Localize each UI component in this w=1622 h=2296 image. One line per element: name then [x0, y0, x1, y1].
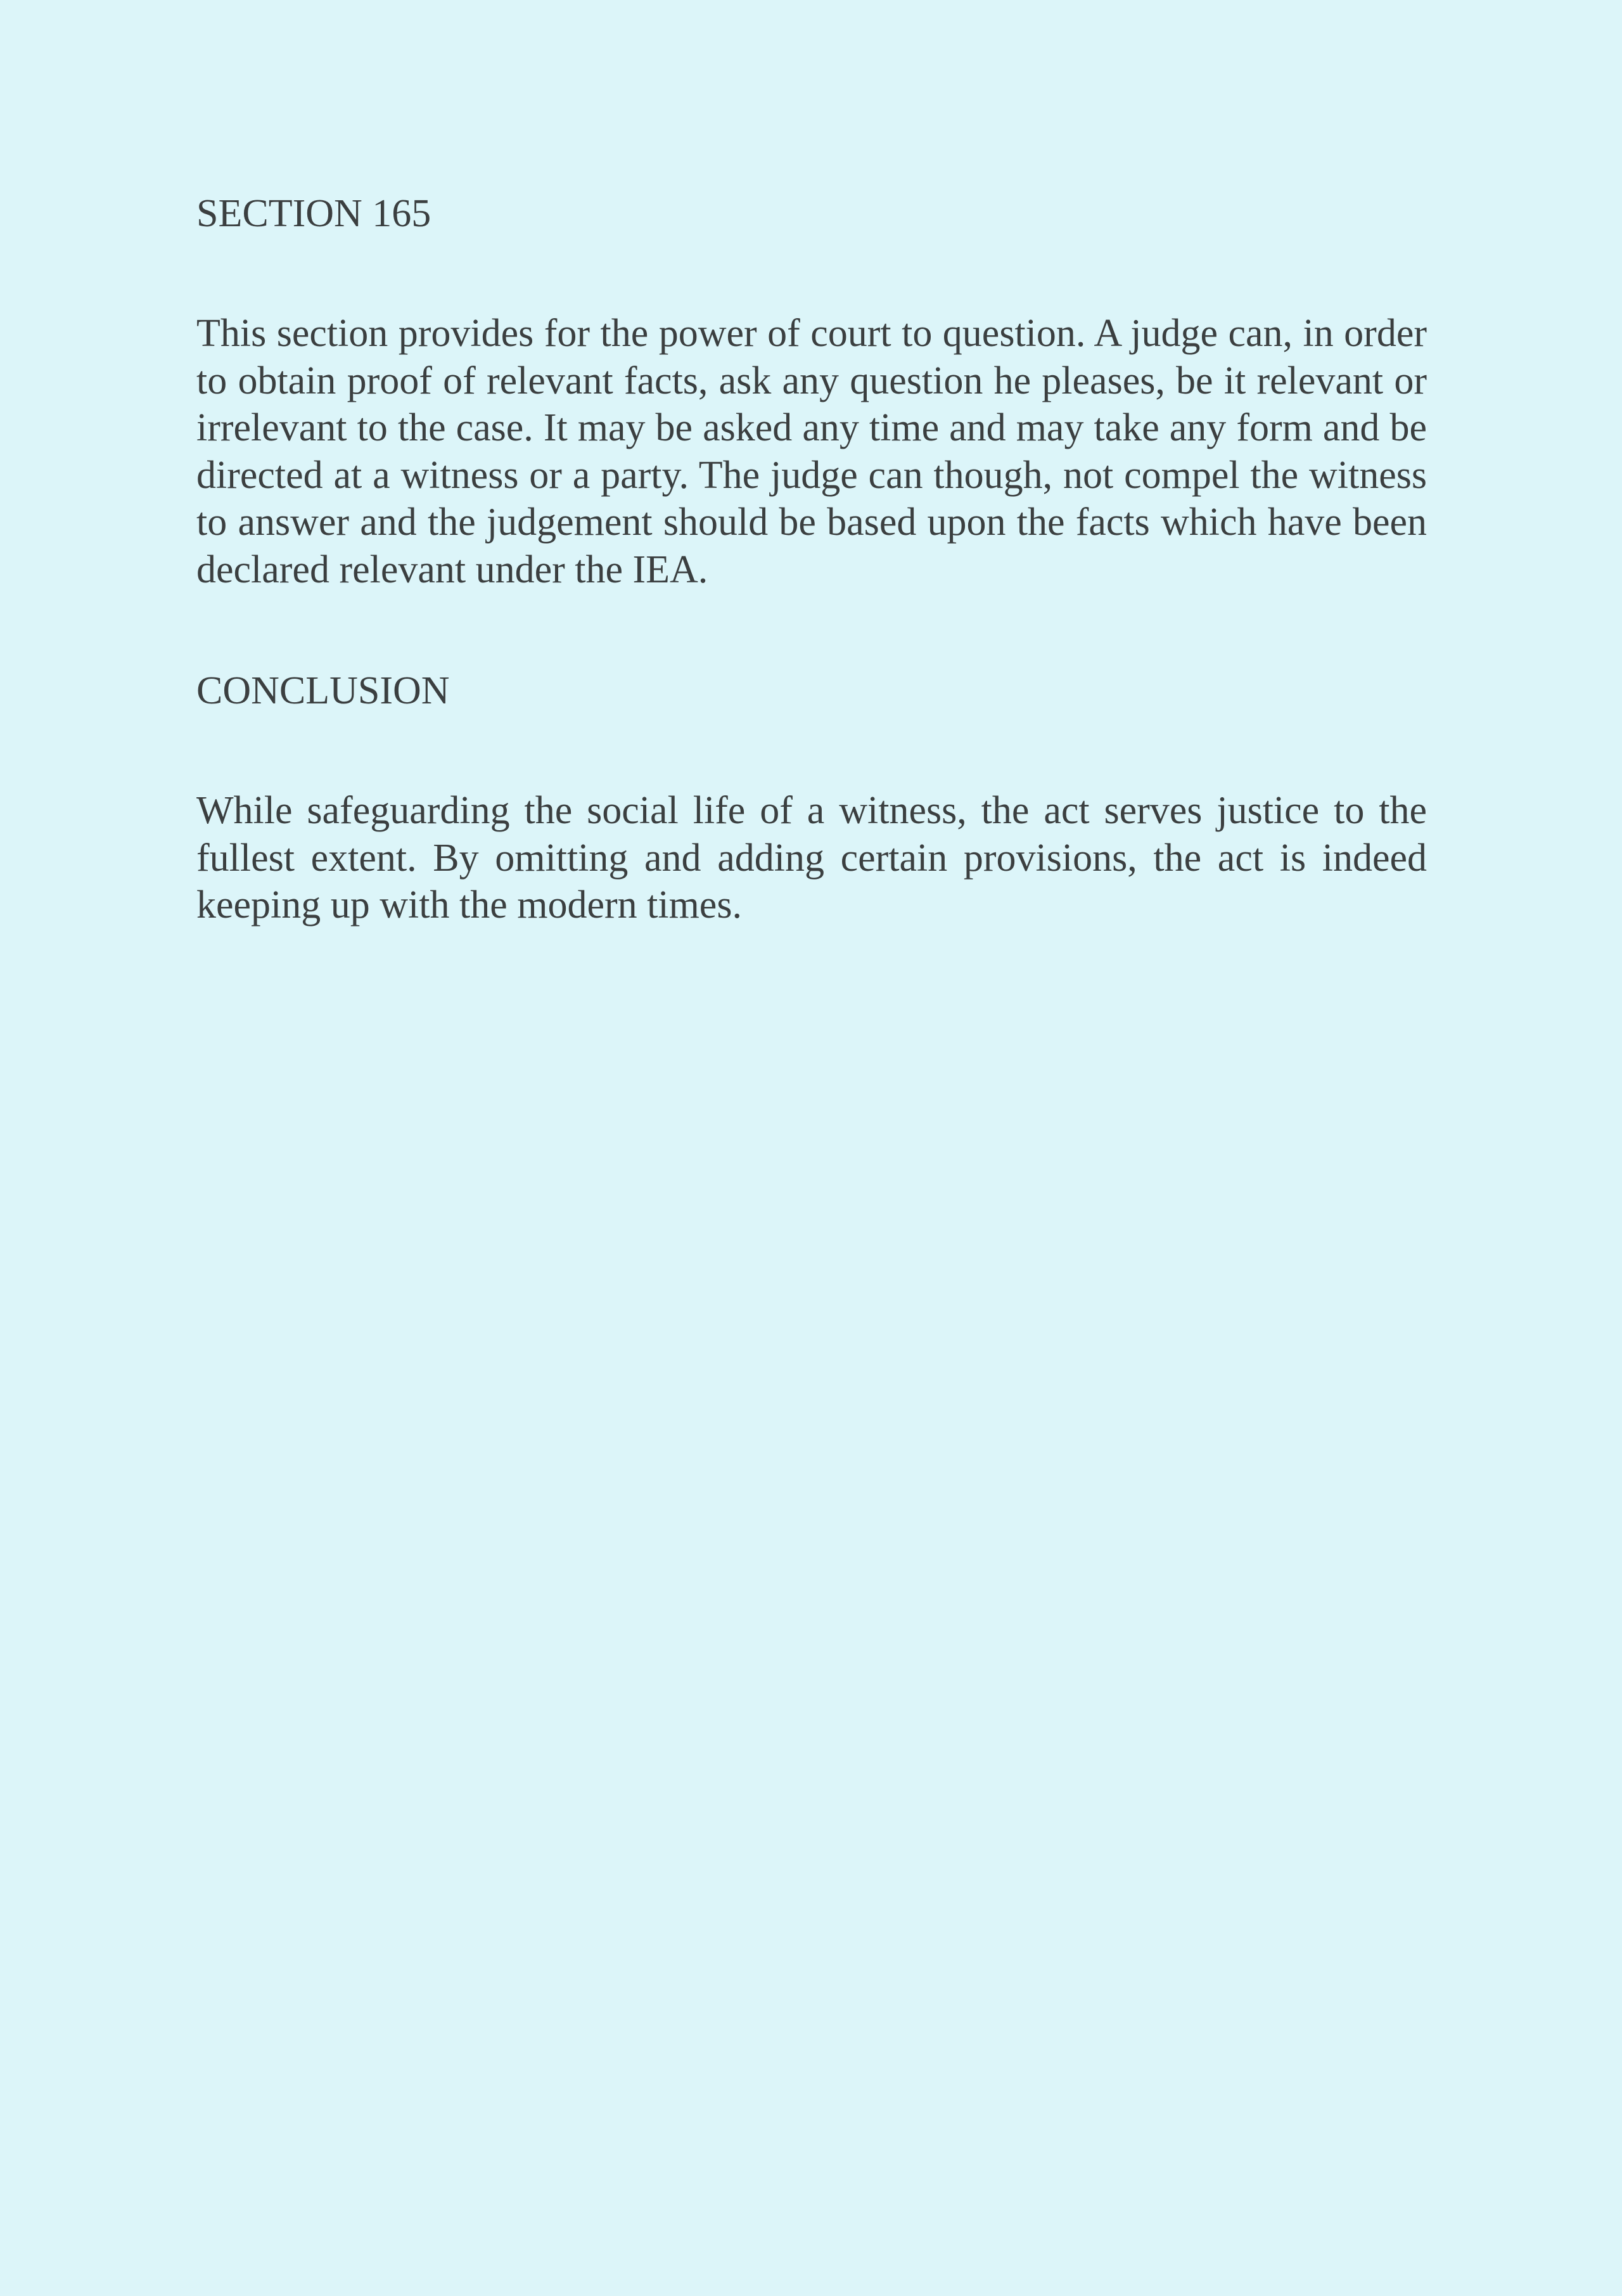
document-content	[196, 190, 1427, 929]
section-paragraph: This section provides for the power of court to question. A judge can, in order to obtain proof of relevant facts, ask any question he pleases, be it relevant or irrelevant to the case. It may be asked any time and may take any form and be directed at a witness or a party. The judge can though, not compel the witness to answer and the judgement should be based upon the facts which have been declared relevant under the IEA.	[196, 312, 1427, 591]
conclusion-paragraph: While safeguarding the social life of a witness, the act serves justice to the fullest extent. By omitting and adding certain provisions, the act is indeed keeping up with the modern times.	[196, 789, 1427, 927]
conclusion-heading: CONCLUSION	[196, 669, 450, 712]
section-heading: SECTION 165	[196, 192, 431, 235]
